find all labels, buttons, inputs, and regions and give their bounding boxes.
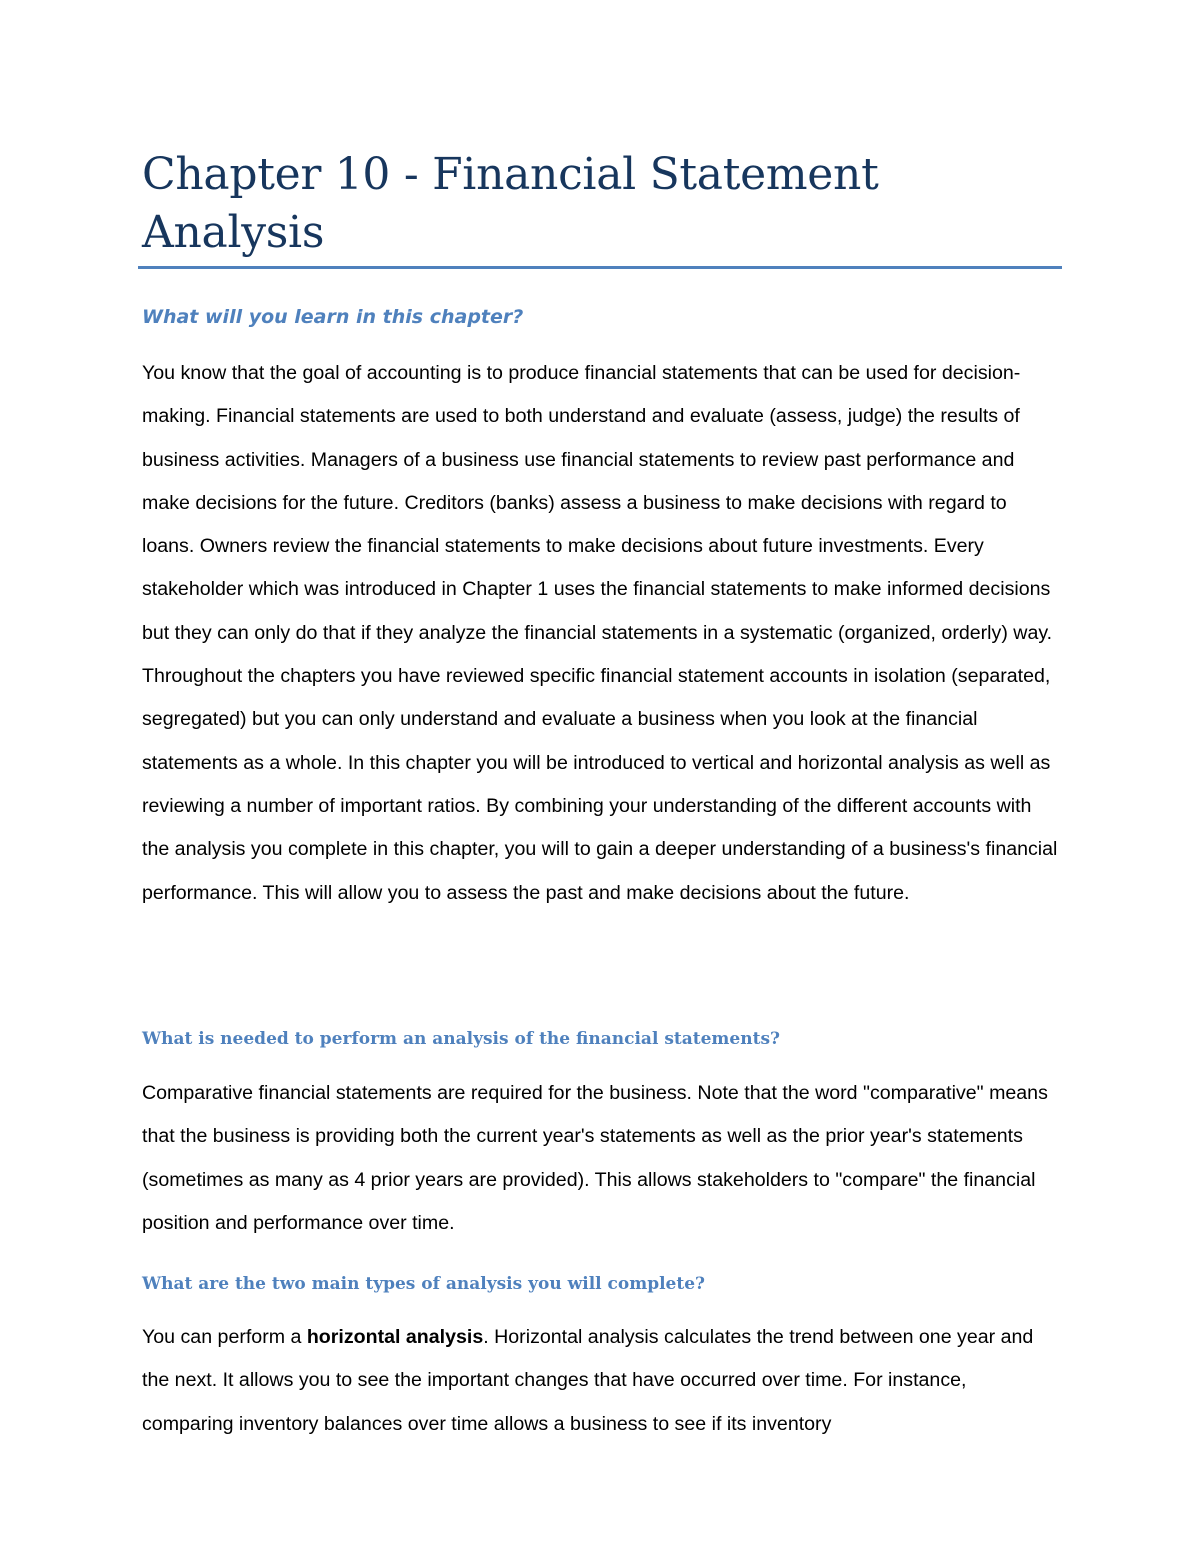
types-paragraph [142,1316,1062,1446]
comparative-section [142,1072,1062,1245]
intro-paragraph-2: Throughout the chapters you have reviewed specific financial statement accounts in isolation (separated, segregated) but you can only understand and evaluate a business when you look at the financial statements as a whole. In this chapter you will be introduced to vertical and horizontal analysis as well as reviewing a number of important ratios. By combining your understanding of the different accounts with the analysis you complete in this chapter, you will to gain a deeper understanding of a business's financial performance. This will allow you to assess the past and make decisions about the future. [142,665,1058,904]
section-heading-analysis-requirements: What is needed to perform an analysis of the financial statements? [142,1029,780,1049]
comparative-paragraph: Comparative financial statements are required for the business. Note that the word "comparative" means that the business is providing both the current year's statements as well as the prior year's statements (sometimes as many as 4 prior years are provided). This allows stakeholders to "compare" the financial position and performance over time. [142,1082,1048,1234]
chapter-title: Chapter 10 - Financial Statement Analysis [142,149,879,258]
section-heading-analysis-types: What are the two main types of analysis you will complete? [142,1274,706,1294]
types-section [142,1316,1062,1446]
chapter-subtitle: What will you learn in this chapter? [142,306,524,328]
horizontal-analysis-term: horizontal analysis [306,1326,484,1348]
title-underline [138,266,1062,269]
intro-section [142,352,1062,915]
types-paragraph-prefix: You can perform a [142,1326,307,1348]
intro-paragraph-1: You know that the goal of accounting is to produce financial statements that can be used for decision-making. Financial statements are used to both understand and evaluate (assess, judge) the results of business activities. Managers of a business use financial statements to review past performance and make decisions for the future. Creditors (banks) assess a business to make decisions with regard to loans. Owners review the financial statements to make decisions about future investments. Every stakeholder which was introduced in Chapter 1 uses the financial statements to make informed decisions but they can only do that if they analyze the financial statements in a systematic (organized, orderly) way. [142,362,1053,644]
types-paragraph-suffix: . Horizontal analysis calculates the trend between one year and the next. It allows you to see the important changes that have occurred over time. For instance, comparing inventory balances over time allows a business to see if its inventory [142,1326,1034,1435]
